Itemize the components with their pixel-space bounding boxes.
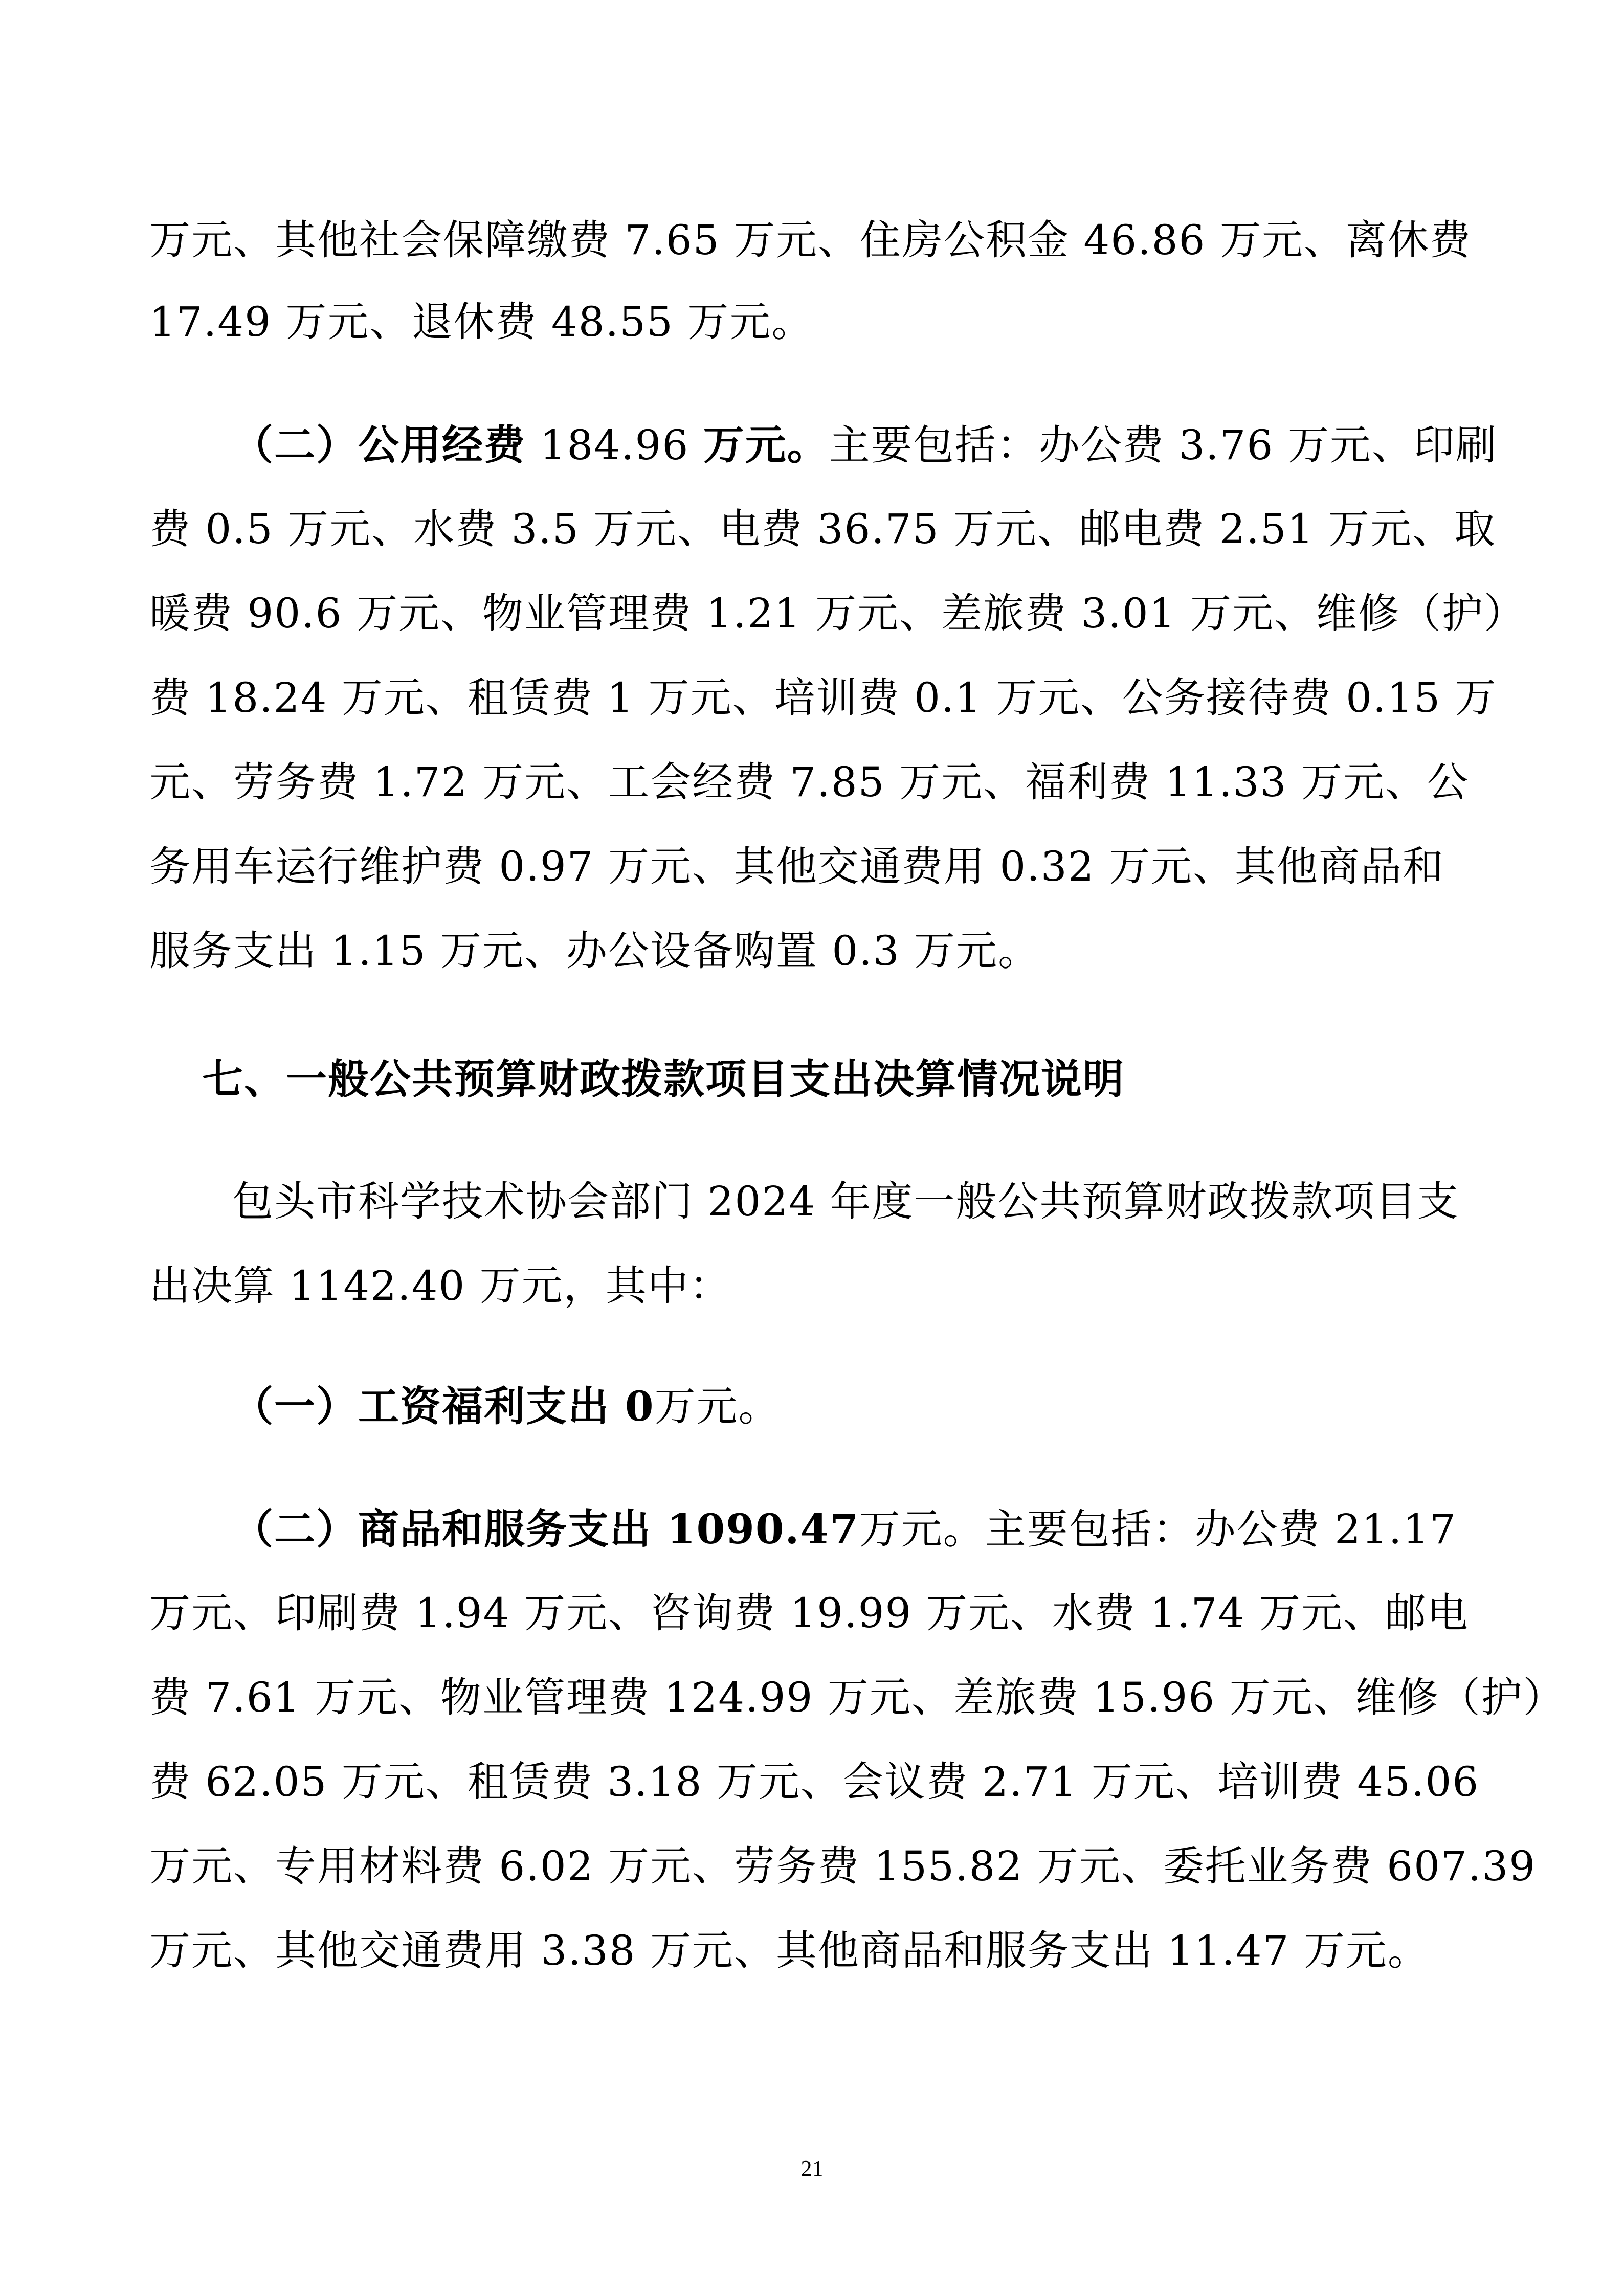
paragraph-line: 出决算 1142.40 万元，其中：	[149, 1262, 731, 1310]
public-expense-label: （二）公用经费	[232, 421, 526, 469]
public-expense-line	[232, 419, 1562, 471]
paragraph-line: 费 0.5 万元、水费 3.5 万元、电费 36.75 万元、邮电费 2.51 万元、取	[149, 505, 1497, 553]
public-expense-unit: 万元。	[703, 421, 829, 469]
paragraph-line: 万元、其他交通费用 3.38 万元、其他商品和服务支出 11.47 万元。	[149, 1927, 1430, 1974]
salary-welfare-line	[232, 1381, 1562, 1432]
paragraph-line: 万元、印刷费 1.94 万元、咨询费 19.99 万元、水费 1.74 万元、邮电	[149, 1589, 1469, 1637]
paragraph-line: 务用车运行维护费 0.97 万元、其他交通费用 0.32 万元、其他商品和	[149, 843, 1444, 890]
section-heading: 七、一般公共预算财政拨款项目支出决算情况说明	[202, 1055, 1125, 1103]
goods-services-detail: 万元。主要包括：办公费 21.17	[859, 1505, 1457, 1553]
public-expense-detail: 主要包括：办公费 3.76 万元、印刷	[829, 421, 1498, 469]
goods-services-label: （二）商品和服务支出 1090.47	[232, 1505, 859, 1553]
salary-welfare-unit: 万元。	[654, 1383, 781, 1430]
page-number: 21	[800, 2156, 824, 2181]
paragraph-line: 万元、其他社会保障缴费 7.65 万元、住房公积金 46.86 万元、离休费	[149, 216, 1472, 264]
paragraph-line: 17.49 万元、退休费 48.55 万元。	[149, 298, 814, 346]
paragraph-line: 包头市科学技术协会部门 2024 年度一般公共预算财政拨款项目支	[232, 1178, 1459, 1225]
paragraph-line: 万元、专用材料费 6.02 万元、劳务费 155.82 万元、委托业务费 607.39	[149, 1842, 1537, 1890]
paragraph-line: 暖费 90.6 万元、物业管理费 1.21 万元、差旅费 3.01 万元、维修（护）	[149, 590, 1526, 637]
salary-welfare-label: （一）工资福利支出 0	[232, 1382, 655, 1430]
paragraph-line: 元、劳务费 1.72 万元、工会经费 7.85 万元、福利费 11.33 万元、公	[149, 758, 1469, 806]
paragraph-line: 费 62.05 万元、租赁费 3.18 万元、会议费 2.71 万元、培训费 45.06	[149, 1758, 1480, 1806]
paragraph-line: 费 18.24 万元、租赁费 1 万元、培训费 0.1 万元、公务接待费 0.15 万	[149, 674, 1497, 722]
goods-services-line	[232, 1503, 1562, 1555]
paragraph-line: 服务支出 1.15 万元、办公设备购置 0.3 万元。	[149, 927, 1040, 975]
public-expense-amount: 184.96	[526, 421, 703, 469]
paragraph-line: 费 7.61 万元、物业管理费 124.99 万元、差旅费 15.96 万元、维修（护）	[149, 1674, 1565, 1721]
